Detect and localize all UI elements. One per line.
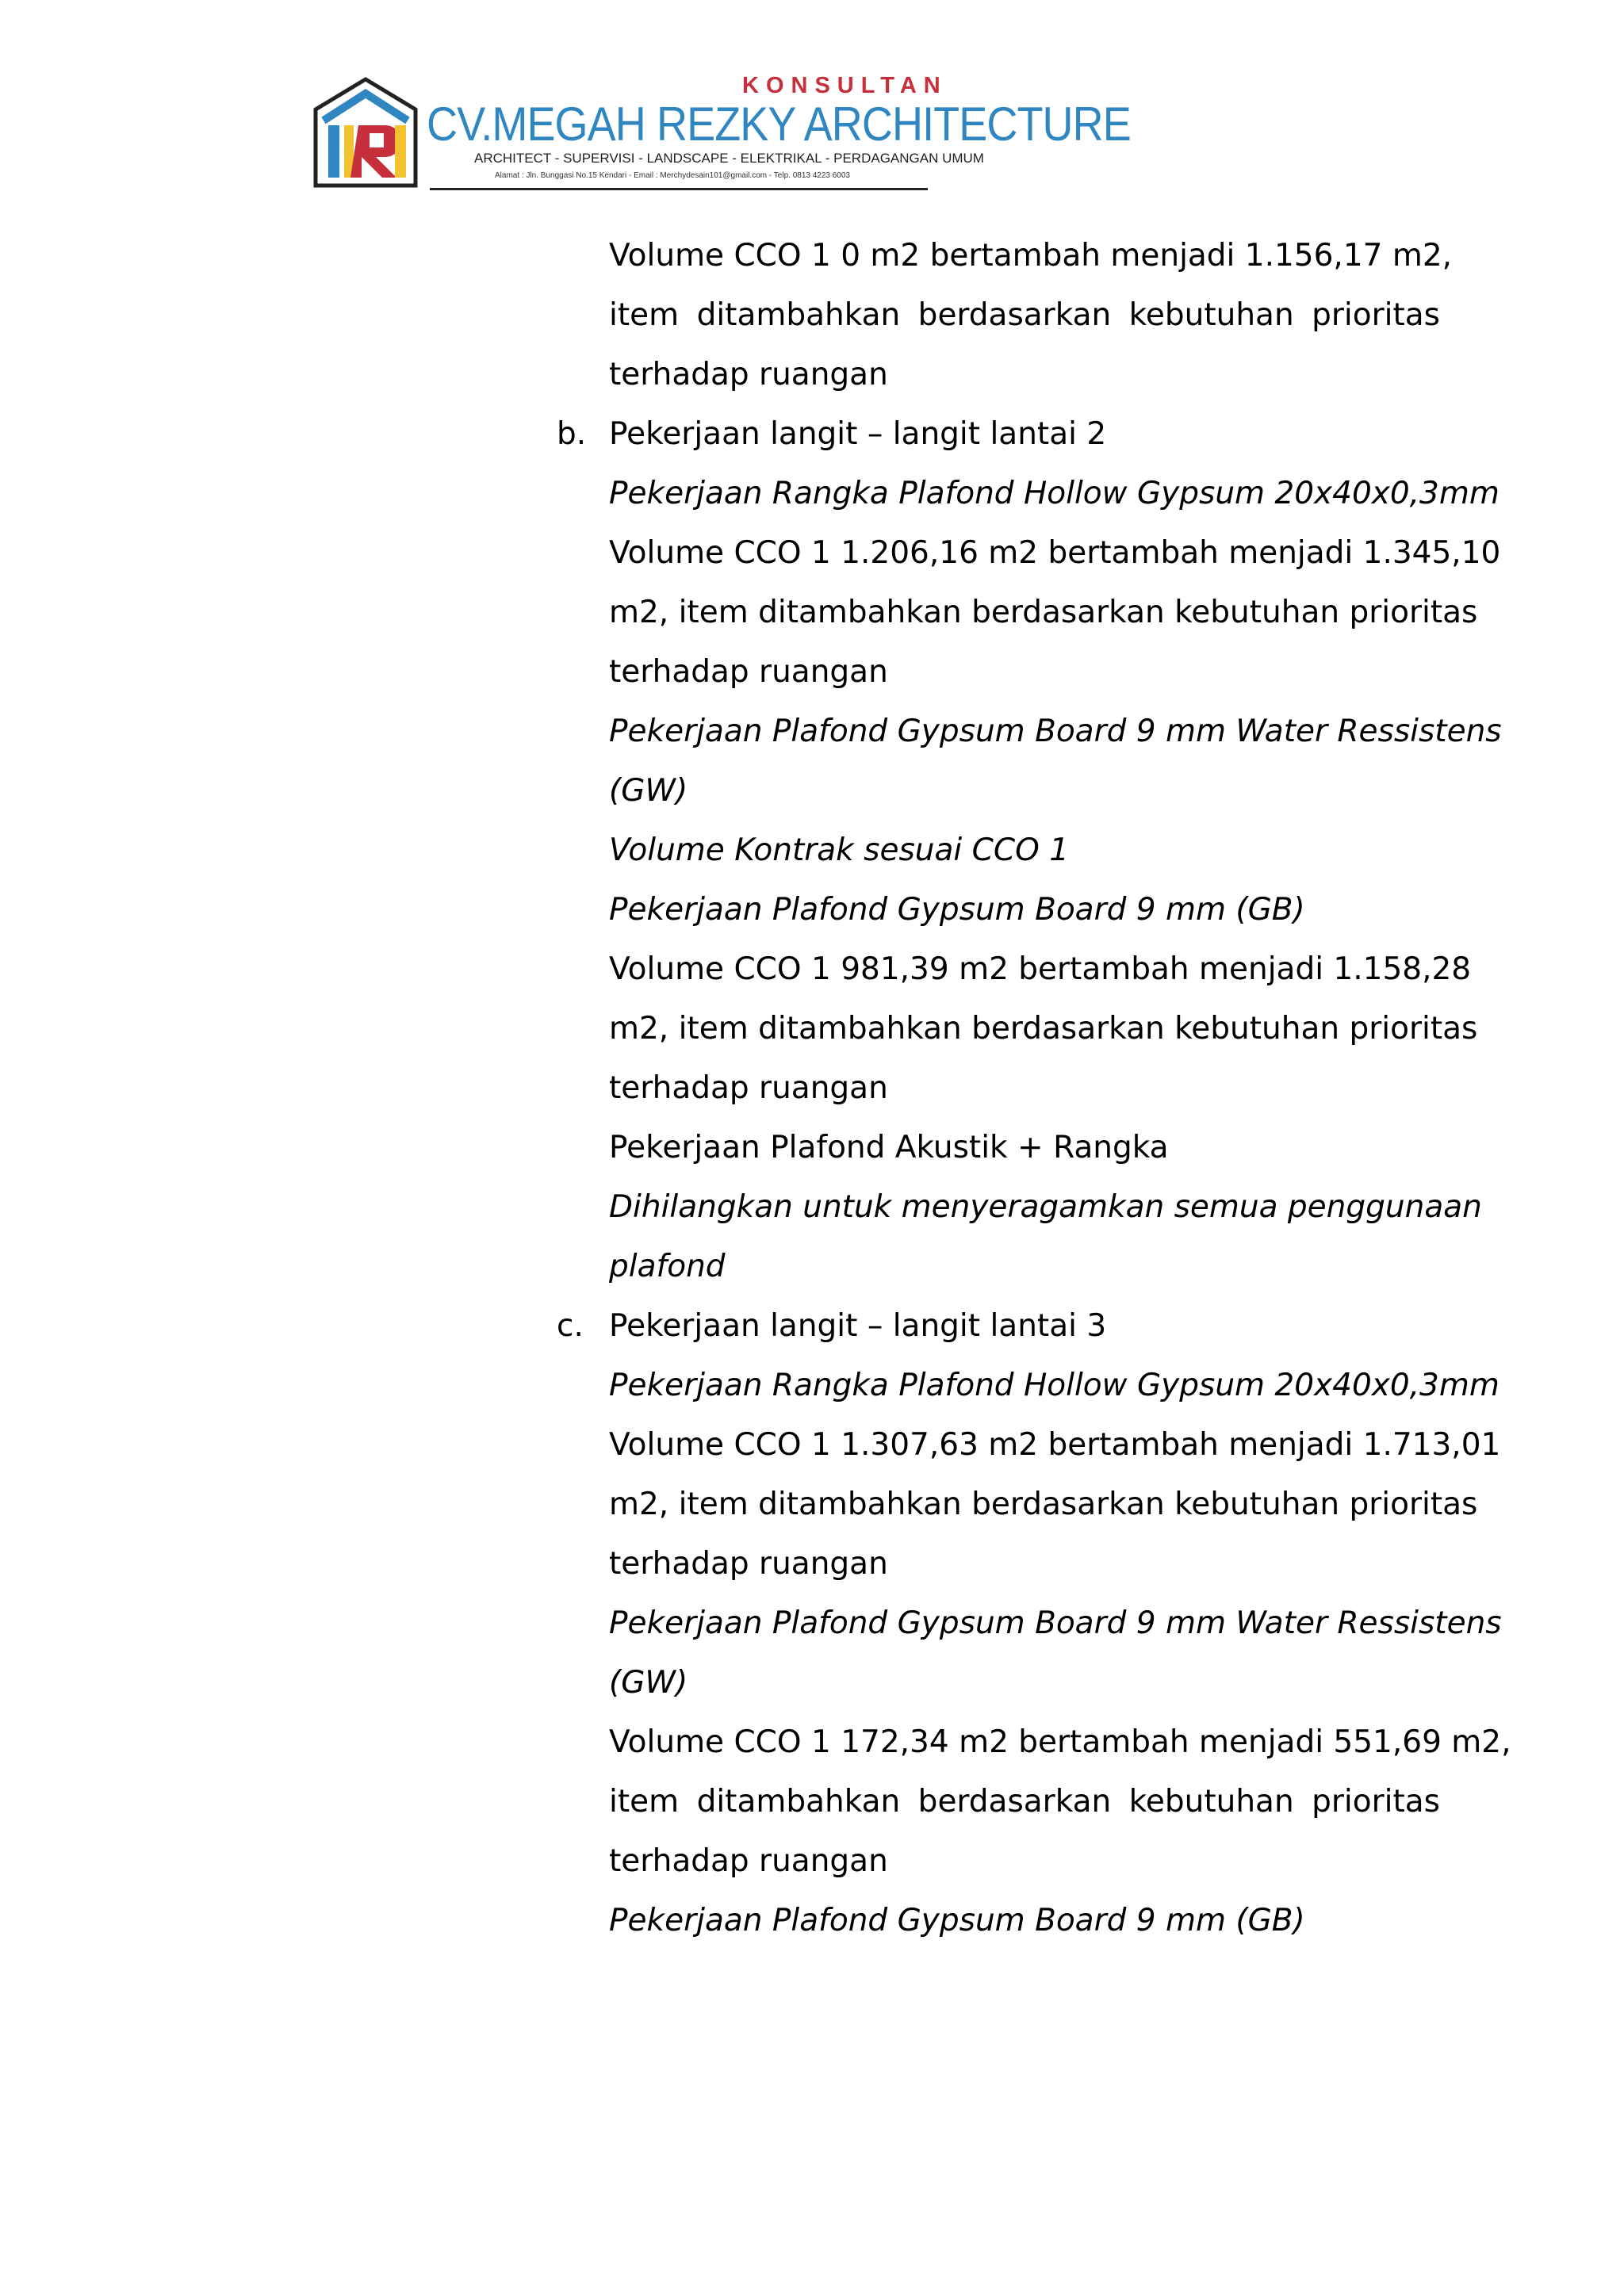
item-title: Pekerjaan Rangka Plafond Hollow Gypsum 20x40x0,3mm — [609, 1368, 1500, 1403]
text-line: terhadap ruangan — [609, 654, 888, 690]
item-title: Pekerjaan Plafond Akustik + Rangka — [609, 1130, 1169, 1165]
text-line: Volume Kontrak sesuai CCO 1 — [609, 832, 1070, 868]
text-line: item ditambahkan berdasarkan kebutuhan prioritas — [609, 1784, 1440, 1820]
letterhead-rule — [430, 188, 928, 190]
list-marker-c: c. — [557, 1308, 584, 1344]
text-line: m2, item ditambahkan berdasarkan kebutuhan prioritas — [609, 595, 1478, 630]
item-title: Pekerjaan Rangka Plafond Hollow Gypsum 20x40x0,3mm — [609, 476, 1500, 511]
text-line: Volume CCO 1 1.307,63 m2 bertambah menjadi 1.713,01 — [609, 1427, 1501, 1463]
letterhead — [309, 73, 1131, 200]
item-title: Pekerjaan Plafond Gypsum Board 9 mm Water Ressistens — [609, 1605, 1502, 1641]
item-title: Pekerjaan Plafond Gypsum Board 9 mm Water Ressistens — [609, 714, 1502, 749]
list-marker-b: b. — [557, 416, 587, 452]
item-title: (GW) — [609, 1665, 688, 1701]
company-services: ARCHITECT - SUPERVISI - LANDSCAPE - ELEKTRIKAL - PERDAGANGAN UMUM — [474, 151, 984, 166]
company-address: Alamat : Jln. Bunggasi No.15 Kendari - Email : Merchydesain101@gmail.com - Telp. 0813 4223 6003 — [495, 171, 850, 180]
text-line: terhadap ruangan — [609, 1546, 888, 1582]
text-line: item ditambahkan berdasarkan kebutuhan prioritas — [609, 297, 1440, 333]
konsultan-label: KONSULTAN — [742, 73, 948, 98]
company-name: CV.MEGAH REZKY ARCHITECTURE — [427, 98, 1131, 151]
section-title-b: Pekerjaan langit – langit lantai 2 — [609, 416, 1107, 452]
text-line: Dihilangkan untuk menyeragamkan semua penggunaan — [609, 1189, 1482, 1225]
text-line: terhadap ruangan — [609, 357, 888, 392]
text-line: Volume CCO 1 172,34 m2 bertambah menjadi 551,69 m2, — [609, 1724, 1511, 1760]
item-title: Pekerjaan Plafond Gypsum Board 9 mm (GB) — [609, 892, 1305, 928]
text-line: Volume CCO 1 1.206,16 m2 bertambah menjadi 1.345,10 — [609, 535, 1501, 571]
company-logo-icon — [309, 76, 422, 189]
item-title: (GW) — [609, 773, 688, 809]
item-title: Pekerjaan Plafond Gypsum Board 9 mm (GB) — [609, 1903, 1305, 1938]
text-line: plafond — [609, 1249, 726, 1284]
text-line: Volume CCO 1 981,39 m2 bertambah menjadi 1.158,28 — [609, 951, 1472, 987]
text-line: m2, item ditambahkan berdasarkan kebutuhan prioritas — [609, 1487, 1478, 1522]
text-line: terhadap ruangan — [609, 1843, 888, 1879]
text-line: m2, item ditambahkan berdasarkan kebutuhan prioritas — [609, 1011, 1478, 1047]
text-line: Volume CCO 1 0 m2 bertambah menjadi 1.156,17 m2, — [609, 238, 1453, 274]
text-line: terhadap ruangan — [609, 1070, 888, 1106]
section-title-c: Pekerjaan langit – langit lantai 3 — [609, 1308, 1107, 1344]
